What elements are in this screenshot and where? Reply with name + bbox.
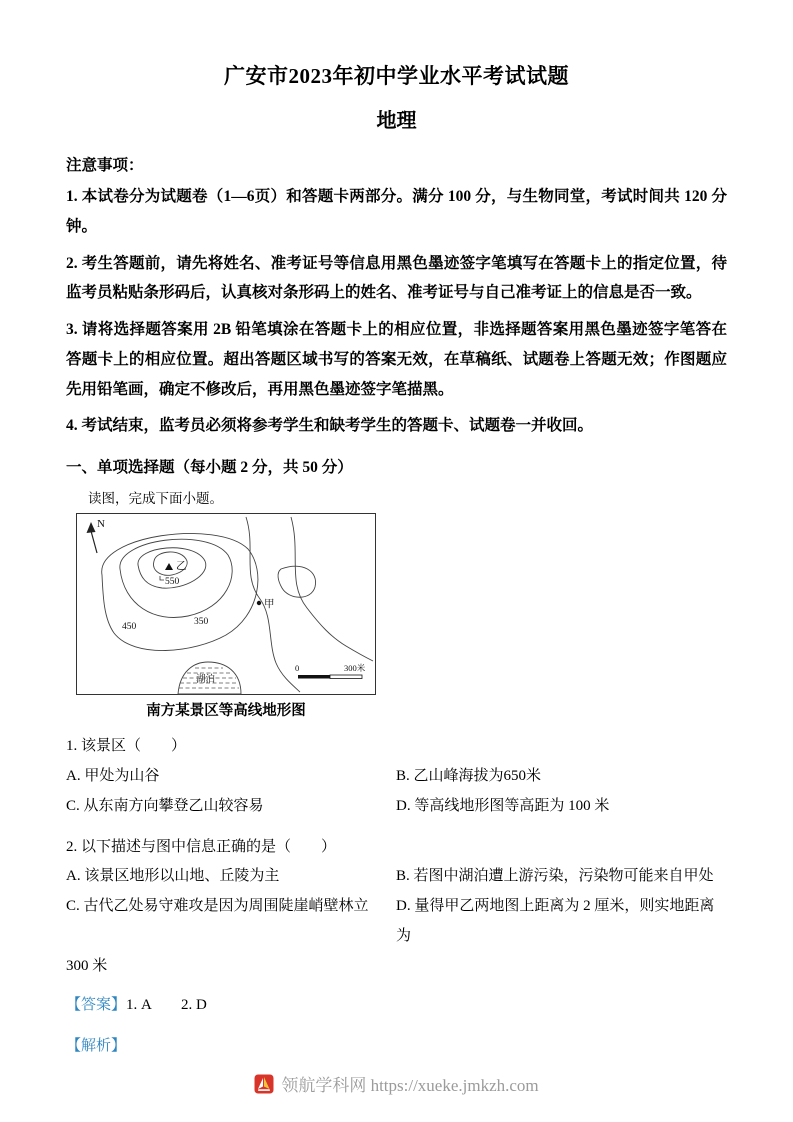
question-stem: 1. 该景区（ ） [66, 738, 187, 754]
subject-title: 地理 [376, 110, 417, 132]
lake-label: 湖泊 [196, 675, 216, 685]
option-d: D. 量得甲乙两地图上距离为 2 厘米，则实地距离为 [396, 898, 715, 944]
peak-marker [160, 560, 187, 587]
option-d: D. 等高线地形图等高距为 100 米 [396, 797, 610, 814]
notice-item: 1. 本试卷分为试题卷（1—6页）和答题卡两部分。满分 100 分，与生物同堂，考试时间共 120 分钟。 [66, 188, 727, 235]
notice-item: 2. 考生答题前，请先将姓名、准考证号等信息用黑色墨迹签字笔填写在答题卡上的指定位置，待监考员粘贴条形码后，认真核对条形码上的姓名、准考证号与自己准考证上的信息是否一致。 [66, 254, 727, 302]
contour-550-label: 550 [165, 577, 180, 587]
notice-section [66, 153, 727, 441]
page-title: 广安市2023年初中学业水平考试试题 [224, 64, 569, 88]
question-stem: 2. 以下描述与图中信息正确的是（ ） [66, 838, 337, 855]
watermark-text: 领航学科网 https://xueke.jmkzh.com [281, 1076, 539, 1095]
question-options [66, 861, 727, 951]
site-logo-icon [254, 1074, 274, 1094]
lake-shape [178, 662, 241, 694]
contour-350-label: 350 [194, 617, 209, 627]
contour-lines [102, 533, 258, 650]
option-a: A. 该景区地形以山地、丘陵为主 [66, 868, 280, 884]
answer-label: 【答案】 [66, 997, 127, 1013]
map-caption: 南方某景区等高线地形图 [146, 703, 306, 719]
question-1 [66, 732, 727, 821]
scale-end-label: 300米 [344, 663, 366, 673]
peak-label: 乙 [176, 561, 187, 572]
notice-heading: 注意事项： [66, 157, 144, 174]
notice-item: 3. 请将选择题答案用 2B 铅笔填涂在答题卡上的相应位置，非选择题答案用黑色墨迹签字笔答在答题卡上的相应位置。超出答题区域书写的答案无效，在草稿纸、试题卷上答题无效；作图题应先用铅笔画，确定不修改后，再用黑色墨迹签字笔描黑。 [66, 321, 727, 398]
analysis-label: 【解析】 [66, 1037, 127, 1054]
section-heading: 一、单项选择题（每小题 2 分，共 50 分） [66, 459, 353, 476]
question-intro: 读图，完成下面小题。 [88, 491, 223, 506]
north-label: N [97, 518, 105, 530]
contour-map-figure [76, 513, 376, 720]
option-b: B. 若图中湖泊遭上游污染，污染物可能来自甲处 [396, 868, 714, 884]
north-arrow-icon [87, 518, 106, 553]
watermark-footer [0, 1071, 793, 1096]
option-b: B. 乙山峰海拔为650米 [396, 767, 542, 784]
analysis-line [66, 1032, 727, 1061]
option-c: C. 从东南方向攀登乙山较容易 [66, 797, 264, 814]
question-options [66, 761, 727, 821]
answer-value: 1. A 2. D [126, 997, 207, 1013]
option-c: C. 古代乙处易守难攻是因为周围陡崖峭壁林立 [66, 898, 369, 914]
question-2 [66, 833, 727, 982]
point-jia-label: 甲 [264, 599, 275, 610]
point-jia-marker [257, 598, 275, 610]
option-d-continuation: 300 米 [66, 958, 108, 974]
notice-item: 4. 考试结束，监考员必须将参考学生和缺考学生的答题卡、试题卷一并收回。 [66, 417, 594, 435]
answer-line [66, 991, 727, 1020]
contour-450-label: 450 [122, 622, 137, 632]
scale-zero-label: 0 [295, 663, 300, 673]
contour-map [76, 513, 376, 695]
scale-bar [295, 663, 366, 679]
option-a: A. 甲处为山谷 [66, 767, 160, 784]
